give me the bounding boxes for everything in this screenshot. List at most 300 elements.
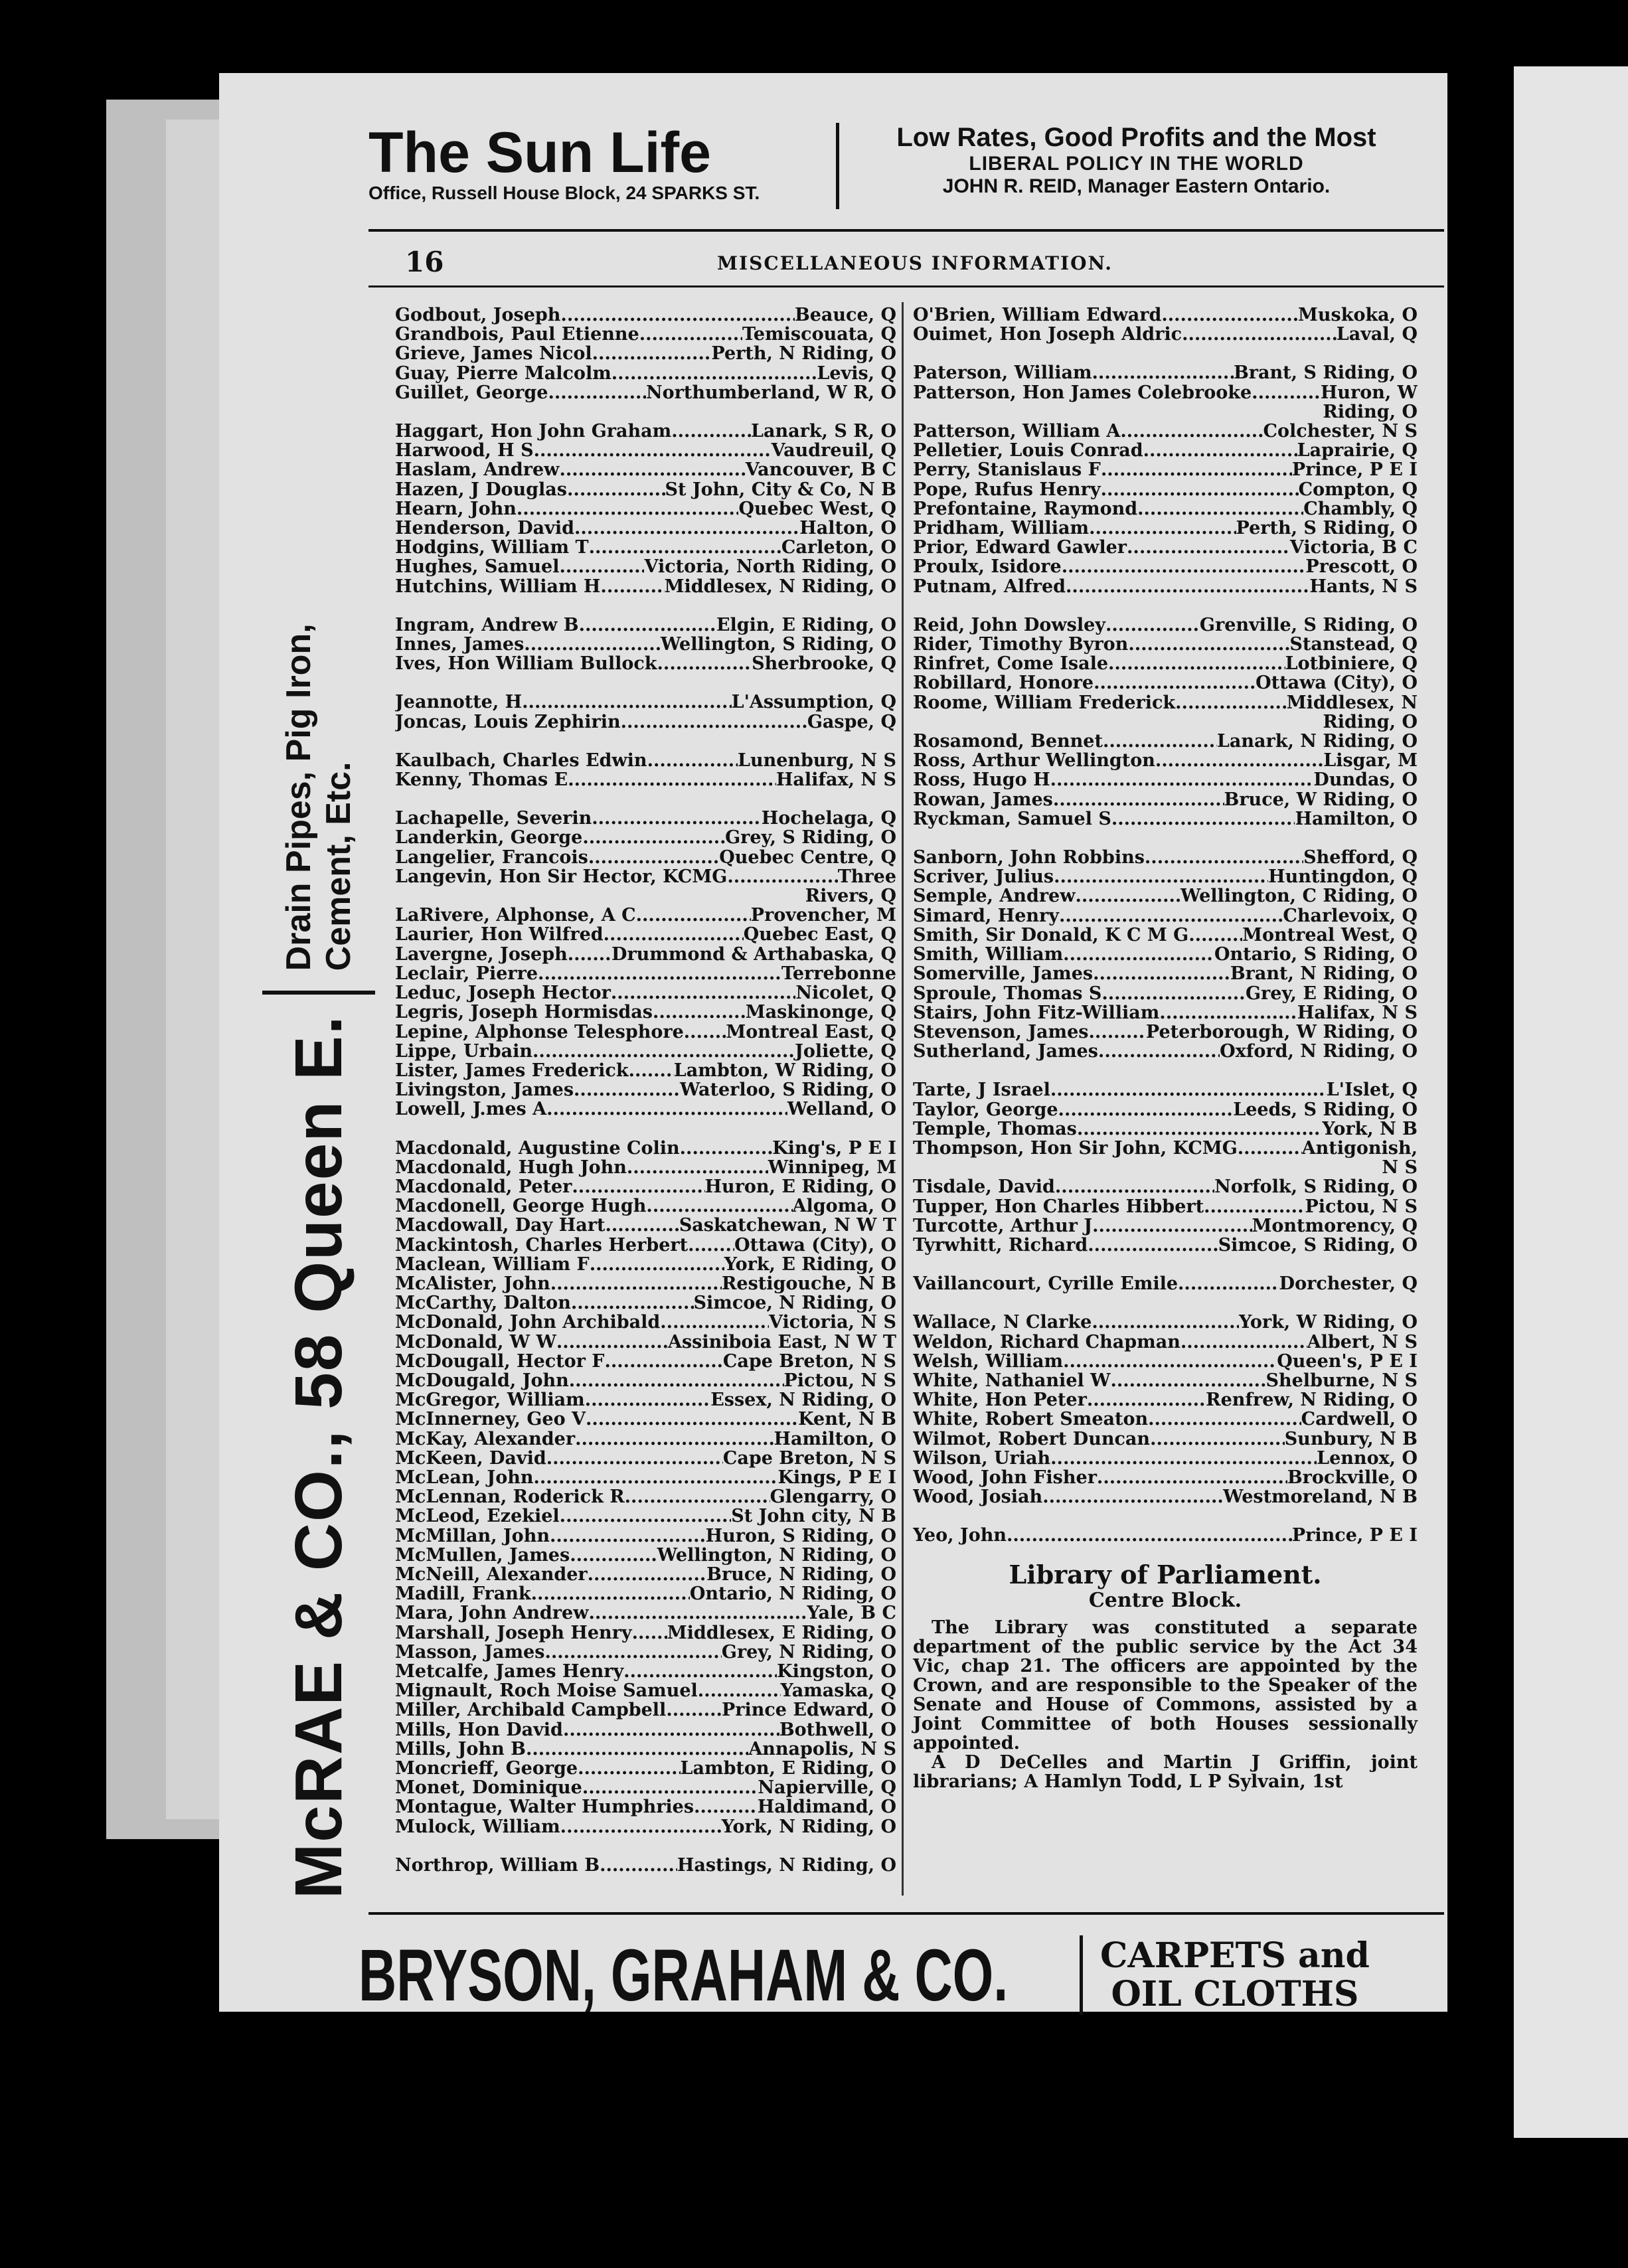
directory-entry <box>913 1313 1418 1332</box>
directory-entry <box>395 1449 896 1468</box>
leader-dots <box>550 1526 706 1546</box>
member-name: Lister, James Frederick <box>395 1060 629 1081</box>
member-name: Turcotte, Arthur J <box>913 1216 1093 1236</box>
leader-dots <box>1182 325 1337 344</box>
member-name: Guay, Pierre Malcolm <box>395 363 611 383</box>
constituency: Waterloo, S Riding, O <box>680 1080 896 1100</box>
leader-dots <box>1175 693 1287 712</box>
member-name: White, Hon Peter <box>913 1390 1087 1410</box>
directory-entry <box>395 1778 896 1797</box>
constituency: Wellington, N Riding, O <box>657 1545 896 1565</box>
directory-entry <box>395 1856 896 1875</box>
directory-entry <box>395 1390 896 1410</box>
leader-dots <box>592 344 712 363</box>
member-name: Wood, Josiah <box>913 1487 1043 1507</box>
library-section <box>913 1559 1418 1792</box>
bottom-ad-name: BRYSON, GRAHAM & CO. <box>359 1934 1009 2016</box>
member-name: Scriver, Julius <box>913 867 1054 887</box>
member-name: McMillan, John <box>395 1526 550 1546</box>
library-paragraph-2: A D DeCelles and Martin J Griffin, joint librarians; A Hamlyn Todd, L P Sylvain, 1st <box>913 1751 1418 1792</box>
directory-entry <box>913 363 1418 382</box>
constituency: Stanstead, Q <box>1289 635 1418 655</box>
directory-entry <box>913 1333 1418 1352</box>
header-rule-top <box>368 229 1444 232</box>
constituency: Lanark, N Riding, O <box>1216 732 1418 752</box>
constituency: Perth, N Riding, O <box>711 344 896 364</box>
directory-entry <box>913 519 1418 538</box>
constituency: Simcoe, S Riding, O <box>1218 1235 1418 1256</box>
leader-dots <box>1108 654 1285 673</box>
constituency: Lanark, S R, O <box>751 422 896 442</box>
leader-dots <box>1075 886 1180 906</box>
leader-dots <box>1101 984 1246 1003</box>
leader-dots <box>1128 635 1289 654</box>
constituency: Hamilton, O <box>1295 809 1418 829</box>
constituency: Middlesex, N Riding, O <box>664 576 896 596</box>
directory-entry <box>395 867 896 886</box>
leader-dots <box>600 577 664 596</box>
directory-entry <box>913 1100 1418 1119</box>
directory-entry <box>913 984 1418 1003</box>
member-name: Metcalfe, James Henry <box>395 1662 624 1682</box>
leader-dots <box>1161 305 1298 325</box>
directory-entry <box>395 1720 896 1740</box>
directory-entry <box>913 926 1418 945</box>
constituency: Westmoreland, N B <box>1223 1487 1418 1507</box>
constituency: Cape Breton, N S <box>722 1351 896 1371</box>
directory-entry <box>913 538 1418 557</box>
leader-dots <box>1058 1100 1234 1119</box>
member-name: Pelletier, Louis Conrad <box>913 441 1143 461</box>
leader-dots <box>1088 1236 1218 1255</box>
directory-entry <box>395 460 896 479</box>
leader-dots <box>1150 1429 1285 1449</box>
member-name: Lachapelle, Severin <box>395 809 592 829</box>
constituency: Three <box>837 866 896 887</box>
directory-entry <box>395 1681 896 1700</box>
constituency: St John, City & Co, N B <box>665 479 896 499</box>
directory-entry <box>913 577 1418 596</box>
leader-dots <box>1155 751 1323 770</box>
top-ad-separator <box>836 123 839 209</box>
leader-dots <box>688 1236 734 1255</box>
constituency: Drummond & Arthabaska, Q <box>611 944 896 964</box>
constituency: Ottawa (City), O <box>734 1235 896 1255</box>
constituency: Kingston, O <box>777 1662 896 1682</box>
member-name: McCarthy, Dalton <box>395 1293 571 1313</box>
member-name: Stairs, John Fitz-William <box>913 1003 1160 1022</box>
member-name: Roome, William Frederick <box>913 692 1176 712</box>
constituency: Leeds, S Riding, O <box>1233 1099 1418 1119</box>
member-name: Ives, Hon William Bullock <box>395 654 657 674</box>
leader-dots <box>1093 964 1230 983</box>
leader-dots <box>653 1003 746 1022</box>
directory-entry <box>395 770 896 789</box>
directory-entry <box>395 441 896 460</box>
directory-entry <box>395 635 896 654</box>
directory-entry <box>395 1042 896 1061</box>
member-name: Mignault, Roch Moise Samuel <box>395 1681 698 1701</box>
directory-entry <box>913 673 1418 692</box>
letter-group <box>913 1274 1418 1293</box>
constituency: N S <box>1382 1158 1418 1178</box>
leader-dots <box>569 1371 784 1390</box>
constituency: Provencher, M <box>750 906 896 926</box>
member-name: Pridham, William <box>913 519 1090 538</box>
constituency: Pictou, N S <box>783 1370 896 1391</box>
directory-entry <box>395 1565 896 1584</box>
member-name: Simard, Henry <box>913 906 1059 926</box>
directory-entry <box>395 1352 896 1371</box>
constituency: Brant, N Riding, O <box>1230 964 1418 984</box>
leader-dots <box>1120 422 1263 441</box>
directory-entry <box>395 1139 896 1158</box>
header-rule-bottom <box>368 285 1444 287</box>
directory-entry <box>395 1371 896 1390</box>
directory-entry <box>395 983 896 1003</box>
leader-dots <box>1143 441 1297 460</box>
member-name: Northrop, William B <box>395 1855 600 1876</box>
leader-dots <box>1087 1390 1206 1410</box>
left-column <box>395 305 896 1894</box>
leader-dots <box>589 538 781 557</box>
constituency: Montmorency, Q <box>1252 1216 1418 1236</box>
leader-dots <box>524 635 661 654</box>
constituency: Norfolk, S Riding, O <box>1214 1177 1418 1197</box>
leader-dots <box>625 1487 770 1506</box>
letter-group <box>395 751 896 789</box>
constituency: Prince, P E I <box>1291 1526 1418 1546</box>
leader-dots <box>1042 1487 1223 1506</box>
member-name: Tarte, J Israel <box>913 1080 1050 1100</box>
directory-entry <box>913 460 1418 479</box>
member-name: Temple, Thomas <box>913 1119 1077 1139</box>
directory-entry <box>395 1061 896 1080</box>
member-name: McKeen, David <box>395 1448 546 1468</box>
leader-dots <box>639 325 742 344</box>
directory-entry <box>395 557 896 576</box>
member-name: Maclean, William F <box>395 1254 590 1274</box>
member-name: Henderson, David <box>395 519 574 538</box>
constituency: Compton, Q <box>1298 479 1418 499</box>
page-number: 16 <box>405 246 444 278</box>
constituency: Haldimand, O <box>757 1797 896 1817</box>
constituency: Northumberland, W R, O <box>645 382 896 403</box>
member-name: McDougall, Hector F <box>395 1351 605 1371</box>
constituency: Dorchester, Q <box>1279 1274 1418 1294</box>
member-name: Mulock, William <box>395 1817 560 1836</box>
directory-entry <box>395 1255 896 1274</box>
leader-dots <box>600 1856 677 1875</box>
member-name: Langevin, Hon Sir Hector, KCMG <box>395 866 728 887</box>
leader-dots <box>1050 1080 1327 1099</box>
leader-dots <box>1007 1526 1292 1545</box>
leader-dots <box>1178 1274 1279 1293</box>
directory-entry <box>395 325 896 344</box>
member-name: Tupper, Hon Charles Hibbert <box>913 1196 1204 1216</box>
leader-dots <box>1101 460 1292 479</box>
leader-dots <box>559 460 745 479</box>
leader-dots <box>574 1080 680 1099</box>
constituency: Albert, N S <box>1307 1332 1418 1352</box>
constituency: Cardwell, O <box>1301 1410 1418 1429</box>
member-name: Stevenson, James <box>913 1022 1089 1042</box>
side-ad-products <box>279 623 359 971</box>
member-name: Hutchins, William H <box>395 576 601 596</box>
directory-entry <box>913 732 1418 751</box>
leader-dots <box>604 925 744 944</box>
leader-dots <box>1089 1022 1146 1042</box>
constituency: Wellington, S Riding, O <box>660 635 896 655</box>
constituency: Huron, W <box>1320 382 1418 402</box>
constituency: Gaspe, Q <box>807 712 896 732</box>
member-name: Thompson, Hon Sir John, KCMG <box>913 1138 1238 1159</box>
leader-dots <box>657 654 752 673</box>
directory-entry <box>913 1487 1418 1506</box>
constituency: York, N B <box>1322 1119 1418 1139</box>
member-name: Tyrwhitt, Richard <box>913 1235 1088 1256</box>
directory-entry <box>913 402 1418 422</box>
directory-entry <box>913 1022 1418 1042</box>
member-name: Yeo, John <box>913 1526 1007 1546</box>
directory-entry <box>395 1740 896 1759</box>
top-ad-right-line1: Low Rates, Good Profits and the Most <box>896 123 1376 152</box>
leader-dots <box>611 364 817 383</box>
constituency: Oxford, N Riding, O <box>1220 1042 1418 1062</box>
leader-dots <box>1094 673 1256 692</box>
constituency: Grey, E Riding, O <box>1245 983 1418 1003</box>
directory-entry <box>913 1177 1418 1196</box>
directory-entry <box>913 751 1418 770</box>
member-name: Rowan, James <box>913 789 1053 809</box>
directory-entry <box>395 577 896 596</box>
member-name: Landerkin, George <box>395 828 583 848</box>
directory-entry <box>395 1487 896 1506</box>
member-name: Perry, Stanislaus F <box>913 460 1101 480</box>
member-name: Mills, Hon David <box>395 1720 563 1740</box>
constituency: Laprairie, Q <box>1297 441 1418 461</box>
leader-dots <box>604 1352 722 1371</box>
directory-entry <box>913 1371 1418 1390</box>
member-name: Miller, Archibald Campbell <box>395 1700 667 1720</box>
constituency: Montreal West, Q <box>1242 925 1418 945</box>
member-name: Vaillancourt, Cyrille Emile <box>913 1274 1179 1294</box>
member-name: Ross, Hugo H <box>913 770 1050 790</box>
constituency: Essex, N Riding, O <box>710 1390 896 1410</box>
directory-entry <box>395 964 896 983</box>
leader-dots <box>1077 1119 1323 1139</box>
leader-dots <box>578 1759 680 1778</box>
leader-dots <box>1050 1449 1317 1468</box>
member-name: McInnerney, Geo V <box>395 1410 586 1429</box>
leader-dots <box>646 1196 792 1216</box>
constituency: Algoma, O <box>792 1196 896 1216</box>
constituency: Beauce, Q <box>794 305 896 325</box>
directory-entry <box>395 1584 896 1603</box>
leader-dots <box>605 1216 679 1235</box>
constituency: Colchester, N S <box>1263 422 1418 442</box>
directory-entry <box>913 1080 1418 1099</box>
leader-dots <box>571 1293 694 1313</box>
leader-dots <box>1105 615 1200 635</box>
constituency: Napierville, Q <box>758 1778 896 1798</box>
letter-group <box>395 305 896 402</box>
directory-entry <box>395 945 896 964</box>
directory-entry <box>395 692 896 712</box>
member-name: McLeod, Ezekiel <box>395 1506 560 1526</box>
letter-group <box>395 615 896 674</box>
constituency: Simcoe, N Riding, O <box>693 1293 896 1313</box>
constituency: Pictou, N S <box>1305 1196 1418 1216</box>
member-name: Wood, John Fisher <box>913 1467 1097 1488</box>
side-ad-separator <box>262 991 375 995</box>
constituency: Perth, S Riding, O <box>1236 519 1418 538</box>
constituency: Shefford, Q <box>1303 848 1418 868</box>
directory-entry <box>395 1274 896 1293</box>
member-name: Patterson, Hon James Colebrooke <box>913 382 1252 402</box>
library-subheading: Centre Block. <box>1088 1588 1242 1612</box>
directory-entry <box>395 1022 896 1042</box>
top-ad-right-line3: JOHN R. REID, Manager Eastern Ontario. <box>942 175 1331 197</box>
bottom-advertisement <box>359 1932 1434 2018</box>
leader-dots <box>567 480 665 499</box>
member-name: McDonald, John Archibald <box>395 1313 661 1333</box>
letter-group <box>395 1856 896 1875</box>
member-name: Moncrieff, George <box>395 1759 578 1779</box>
gutter <box>1447 66 1514 2138</box>
letter-group <box>395 1139 896 1836</box>
leader-dots <box>560 305 795 325</box>
member-name: Langelier, Francois <box>395 847 588 867</box>
constituency: Hamilton, O <box>773 1429 896 1449</box>
constituency: Wellington, C Riding, O <box>1180 886 1418 906</box>
directory-entry <box>395 538 896 557</box>
side-ad-main: McRAE & CO., 58 Queen E. <box>281 1014 356 1899</box>
constituency: Terrebonne <box>781 963 896 984</box>
member-name: McAlister, John <box>395 1273 550 1294</box>
directory-entry <box>913 1003 1418 1022</box>
directory-entry <box>913 557 1418 576</box>
directory-entry <box>395 848 896 867</box>
member-name: Robillard, Honore <box>913 673 1094 693</box>
constituency: Huron, S Riding, O <box>705 1526 896 1546</box>
leader-dots <box>546 1449 723 1468</box>
directory-entry <box>913 1526 1418 1545</box>
leader-dots <box>1063 945 1214 964</box>
leader-dots <box>1111 809 1295 829</box>
leader-dots <box>623 1662 777 1681</box>
directory-entry <box>395 1662 896 1681</box>
leader-dots <box>568 945 611 964</box>
member-name: Welsh, William <box>913 1351 1064 1371</box>
constituency: Charlevoix, Q <box>1283 906 1418 926</box>
constituency: Bruce, N Riding, O <box>706 1564 896 1585</box>
member-name: Joncas, Louis Zephirin <box>395 712 621 732</box>
leader-dots <box>538 964 781 983</box>
member-name: Taylor, George <box>913 1099 1058 1119</box>
leader-dots <box>1127 538 1290 557</box>
directory-entry <box>913 654 1418 673</box>
member-name: Grieve, James Nicol <box>395 344 592 364</box>
directory-entry <box>395 654 896 673</box>
directory-entry <box>395 519 896 538</box>
constituency: York, W Riding, O <box>1238 1313 1418 1333</box>
leader-dots <box>574 519 799 538</box>
constituency: Kings, P E I <box>777 1467 896 1488</box>
directory-entry <box>913 964 1418 983</box>
constituency: Vancouver, B C <box>745 460 896 480</box>
leader-dots <box>1252 383 1321 402</box>
leader-dots <box>572 1177 704 1196</box>
member-name: Somerville, James <box>913 964 1094 984</box>
member-name: Patterson, William A <box>913 422 1121 442</box>
leader-dots <box>660 1313 769 1332</box>
leader-dots <box>1092 1313 1239 1332</box>
member-name: McLennan, Roderick R <box>395 1487 625 1507</box>
leader-dots <box>568 770 776 789</box>
letter-group <box>395 809 896 1119</box>
constituency: Lunenburg, N S <box>737 750 896 771</box>
letter-group <box>913 363 1418 596</box>
left-page-edge-inner <box>166 120 226 1819</box>
top-ad-right-line2: LIBERAL POLICY IN THE WORLD <box>969 153 1304 175</box>
constituency: Sherbrooke, Q <box>752 654 896 674</box>
constituency: Queen's, P E I <box>1277 1351 1418 1371</box>
leader-dots <box>592 809 762 828</box>
member-name: Sutherland, James <box>913 1042 1098 1062</box>
member-name: LaRivere, Alphonse, A C <box>395 906 636 926</box>
member-name: Montague, Walter Humphries <box>395 1797 694 1817</box>
directory-entry <box>395 1506 896 1526</box>
constituency: Ontario, N Riding, O <box>689 1584 896 1604</box>
member-name: Legris, Joseph Hormisdas <box>395 1003 653 1022</box>
member-name: McDonald, W W <box>395 1332 556 1352</box>
letter-group <box>913 1080 1418 1255</box>
constituency: Renfrew, N Riding, O <box>1206 1390 1418 1410</box>
member-name: McDougald, John <box>395 1370 569 1391</box>
leader-dots <box>627 1158 768 1177</box>
directory-entry <box>395 1429 896 1449</box>
constituency: Ontario, S Riding, O <box>1214 945 1418 965</box>
directory-entry <box>913 1139 1418 1158</box>
member-name: Ingram, Andrew B <box>395 615 579 635</box>
directory-entry <box>913 1236 1418 1255</box>
leader-dots <box>1101 480 1299 499</box>
member-name: Ouimet, Hon Joseph Aldric <box>913 325 1182 345</box>
member-name: Wilmot, Robert Duncan <box>913 1429 1151 1449</box>
footer-rule <box>368 1912 1444 1915</box>
member-name: Macdowall, Day Hart <box>395 1216 606 1236</box>
member-name: McGregor, William <box>395 1390 585 1410</box>
leader-dots <box>1137 499 1303 519</box>
directory-entry <box>913 712 1418 732</box>
constituency: Bothwell, O <box>779 1720 896 1740</box>
directory-entry <box>395 1177 896 1196</box>
member-name: Macdonell, George Hugh <box>395 1196 647 1216</box>
directory-entry <box>395 1216 896 1235</box>
leader-dots <box>1066 577 1309 596</box>
member-name: Macdonald, Peter <box>395 1176 572 1197</box>
letter-group <box>913 848 1418 1061</box>
leader-dots <box>582 1778 758 1797</box>
member-name: Laurier, Hon Wilfred <box>395 925 604 945</box>
leader-dots <box>590 1255 724 1274</box>
directory-entry <box>913 945 1418 964</box>
constituency: Saskatchewan, N W T <box>679 1216 896 1236</box>
directory-entry <box>913 1390 1418 1410</box>
member-name: McKay, Alexander <box>395 1429 576 1449</box>
right-column <box>913 305 1418 1791</box>
